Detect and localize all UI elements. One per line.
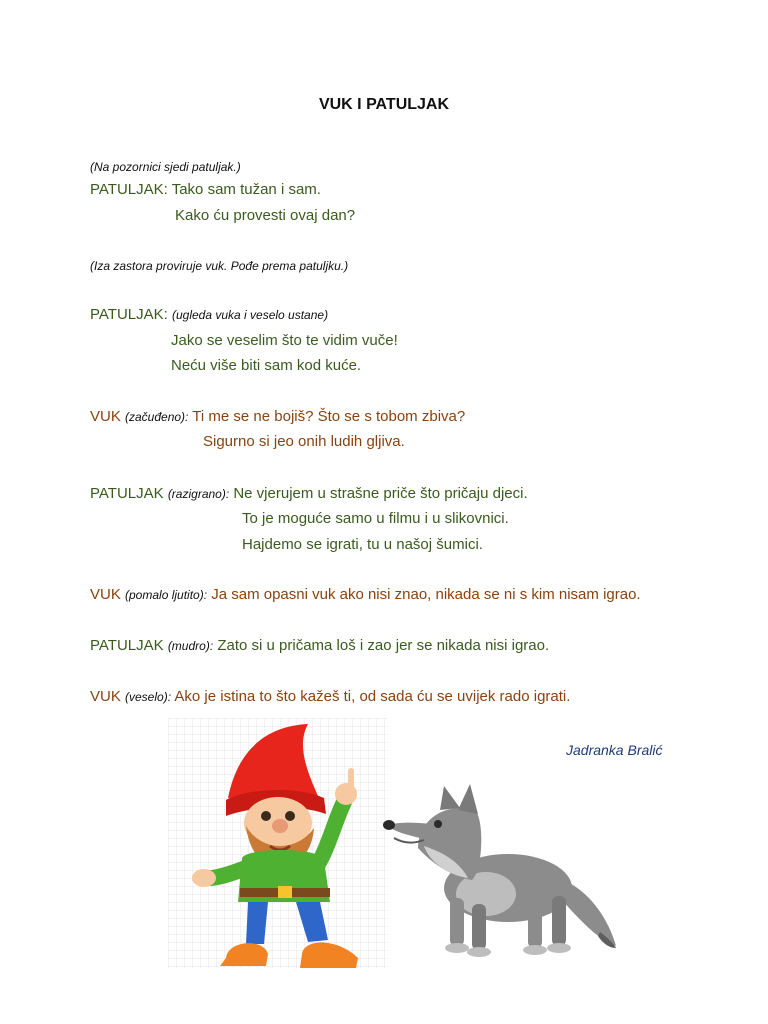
speech-text: Ja sam opasni vuk ako nisi znao, nikada se ni s kim nisam igrao. — [211, 586, 641, 603]
stage-direction-inline: (razigrano): — [167, 487, 230, 501]
stage-direction-inline: (ugleda vuka i veselo ustane) — [171, 308, 329, 322]
dialogue-line — [90, 306, 328, 323]
dialogue-line — [90, 637, 549, 654]
illustration — [168, 718, 628, 978]
speaker-patuljak: PATULJAK: — [90, 306, 168, 323]
wolf-icon — [383, 784, 616, 957]
speech-text: Tako sam tužan i sam. — [171, 181, 321, 198]
stage-direction-inline: (začuđeno): — [125, 410, 189, 424]
dialogue-line — [90, 586, 641, 603]
speech-text: Hajdemo se igrati, tu u našoj šumici. — [242, 536, 483, 553]
speech-text: Neću više biti sam kod kuće. — [171, 357, 362, 374]
speech-text: Ti me se ne bojiš? Što se s tobom zbiva? — [192, 408, 466, 425]
speaker-patuljak: PATULJAK — [90, 485, 164, 502]
stage-direction-inline: (pomalo ljutito): — [125, 588, 208, 602]
dialogue-line — [90, 408, 465, 425]
speech-text: To je moguće samo u filmu i u slikovnici. — [242, 510, 509, 527]
stage-direction-inline: (veselo): — [125, 690, 172, 704]
speaker-vuk: VUK — [90, 586, 121, 603]
speaker-vuk: VUK — [90, 408, 121, 425]
speech-text: Jako se veselim što te vidim vuče! — [171, 332, 398, 349]
stage-direction-opening: (Na pozornici sjedi patuljak.) — [90, 160, 241, 174]
dialogue-line — [90, 181, 321, 198]
speaker-patuljak: PATULJAK: — [90, 181, 168, 198]
speech-text: Zato si u pričama loš i zao jer se nikada nisi igrao. — [217, 637, 550, 654]
stage-direction-wolf-enters: (Iza zastora proviruje vuk. Pođe prema patuljku.) — [90, 259, 349, 273]
dialogue-line — [90, 485, 528, 502]
speaker-patuljak: PATULJAK — [90, 637, 164, 654]
author-signature: Jadranka Bralić — [566, 742, 663, 758]
speech-text: Ako je istina to što kažeš ti, od sada ću se uvijek rado igrati. — [174, 688, 571, 705]
speaker-vuk: VUK — [90, 688, 121, 705]
dialogue-line — [90, 688, 570, 705]
speech-text: Sigurno si jeo onih ludih gljiva. — [203, 433, 405, 450]
play-title: VUK I PATULJAK — [318, 96, 450, 113]
speech-text: Ne vjerujem u strašne priče što pričaju djeci. — [233, 485, 528, 502]
speech-text: Kako ću provesti ovaj dan? — [175, 207, 356, 224]
stage-direction-inline: (mudro): — [167, 639, 214, 653]
